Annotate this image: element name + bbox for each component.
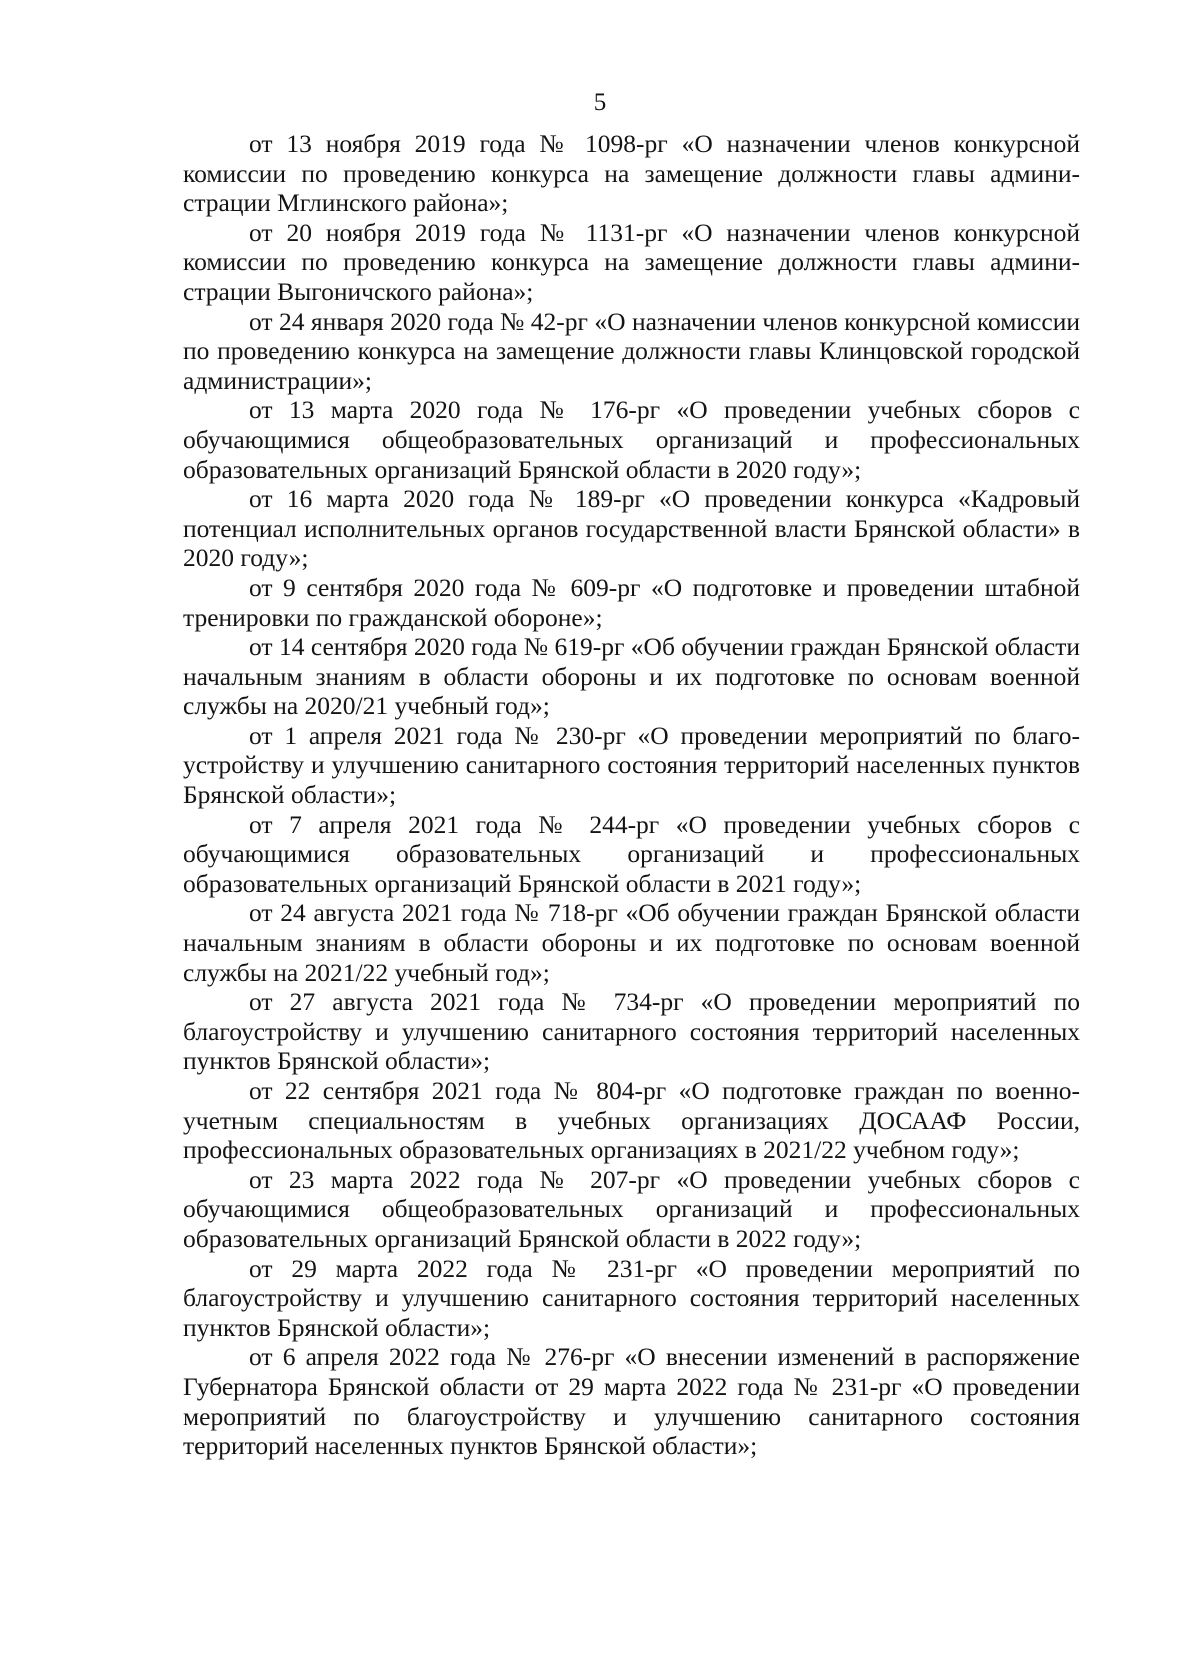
list-item: от 13 марта 2020 года № 176-рг «О проведении учебных сборов с обучающимися общеобразовательных организаций и профессиональных образовательных организаций Брянской области в 2020 году»; xyxy=(183,395,1080,484)
list-item: от 22 сентября 2021 года № 804-рг «О подготовке граждан по военно-учетным специальностям в учебных организациях ДОСААФ России, профессиональных образовательных организациях в 2021/22 учебном году»; xyxy=(183,1076,1080,1165)
list-item: от 1 апреля 2021 года № 230-рг «О проведении мероприятий по благоустройству и улучшению санитарного состояния территорий населенных пунктов Брянской области»; xyxy=(183,720,1080,810)
list-item: от 13 ноября 2019 года № 1098-рг «О назначении членов конкурсной комиссии по проведению конкурса на замещение должности главы администрации Мглинского района»; xyxy=(183,129,1080,218)
list-item: от 16 марта 2020 года № 189-рг «О проведении конкурса «Кадровый потенциал исполнительных органов государственной власти Брянской области» в 2020 году»; xyxy=(183,484,1080,573)
list-item: от 14 сентября 2020 года № 619-рг «Об обучении граждан Брянской области начальным знаниям в области обороны и их подготовке по основам военной службы на 2020/21 учебный год»; xyxy=(183,632,1080,721)
list-item: от 7 апреля 2021 года № 244-рг «О проведении учебных сборов с обучающимися образовательных организаций и профессиональных образовательных организаций Брянской области в 2021 году»; xyxy=(183,809,1080,898)
list-item: от 27 августа 2021 года № 734-рг «О проведении мероприятий по благоустройству и улучшению санитарного состояния территорий населенных пунктов Брянской области»; xyxy=(183,987,1080,1076)
list-item: от 9 сентября 2020 года № 609-рг «О подготовке и проведении штабной тренировки по гражданской обороне»; xyxy=(183,572,1080,632)
list-item: от 20 ноября 2019 года № 1131-рг «О назначении членов конкурсной комиссии по проведению конкурса на замещение должности главы администрации Выгоничского района»; xyxy=(183,217,1080,306)
document-body xyxy=(183,129,1080,1461)
list-item: от 24 августа 2021 года № 718-рг «Об обучении граждан Брянской области начальным знаниям в области обороны и их подготовке по основам военной службы на 2021/22 учебный год»; xyxy=(183,898,1080,987)
list-item: от 24 января 2020 года № 42-рг «О назначении членов конкурсной комиссии по проведению конкурса на замещение должности главы Клинцовской городской администрации»; xyxy=(183,306,1080,395)
list-item: от 29 марта 2022 года № 231-рг «О проведении мероприятий по благоустройству и улучшению санитарного состояния территорий населенных пунктов Брянской области»; xyxy=(183,1253,1080,1342)
page-number: 5 xyxy=(593,89,607,116)
list-item: от 23 марта 2022 года № 207-рг «О проведении учебных сборов с обучающимися общеобразовательных организаций и профессиональных образовательных организаций Брянской области в 2022 году»; xyxy=(183,1164,1080,1253)
list-item: от 6 апреля 2022 года № 276-рг «О внесении изменений в распоряжение Губернатора Брянской области от 29 марта 2022 года № 231-рг «О проведении мероприятий по благоустройству и улучшению санитарного состояния территорий населенных пунктов Брянской области»; xyxy=(183,1342,1080,1461)
